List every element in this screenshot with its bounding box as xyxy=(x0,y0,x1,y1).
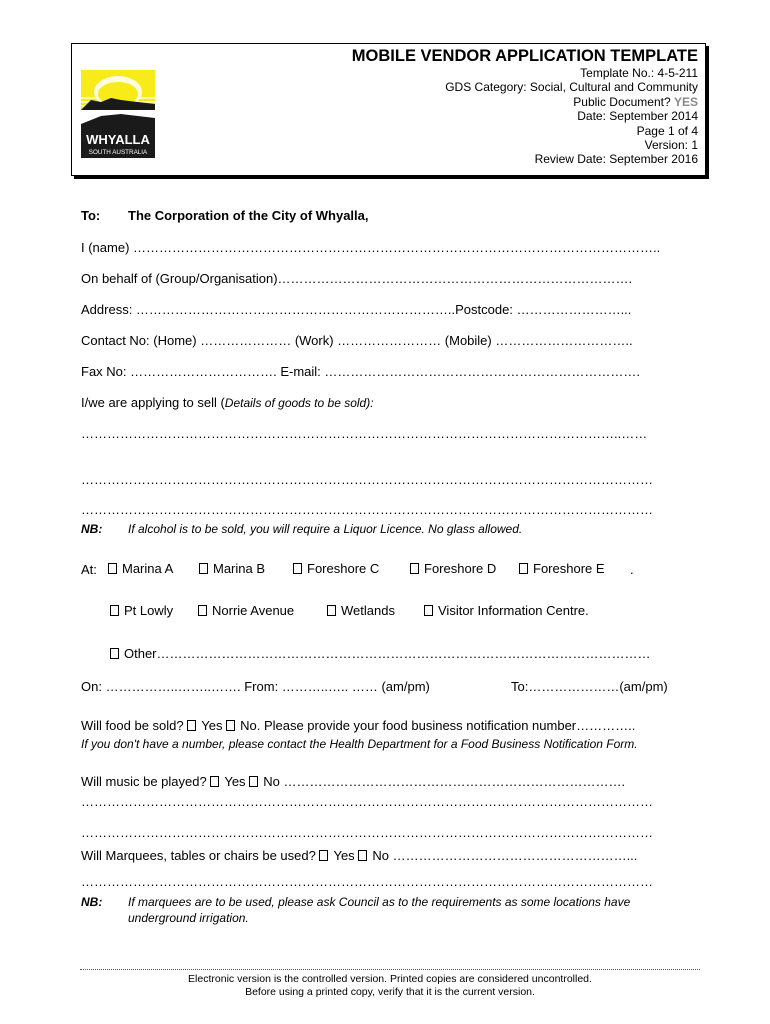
document-meta xyxy=(445,66,698,167)
applying-label xyxy=(81,395,374,410)
checkbox[interactable] xyxy=(108,563,117,574)
food-note: If you don't have a number, please contact the Health Department for a Food Business Notification Form. xyxy=(81,737,638,751)
gds-category: GDS Category: Social, Cultural and Community xyxy=(445,80,698,95)
marquee-no-checkbox[interactable] xyxy=(358,850,367,861)
address-field[interactable]: Address: ………………………………………………………………..Postcode: ……………………... xyxy=(81,302,632,317)
at-label: At: xyxy=(81,562,97,577)
to-label: To: xyxy=(81,208,101,223)
nb-label: NB: xyxy=(81,522,103,536)
name-field[interactable]: I (name) ………………………………………………………………………………………………………….. xyxy=(81,240,661,255)
checkbox[interactable] xyxy=(519,563,528,574)
music-yes-label: Yes xyxy=(224,774,246,789)
location-marina-b[interactable] xyxy=(199,561,265,576)
other-field[interactable]: Other…………………………………………………………………………………………………… xyxy=(124,646,651,661)
review-date: Review Date: September 2016 xyxy=(534,152,698,167)
public-document xyxy=(445,95,698,109)
page-number: Page 1 of 4 xyxy=(636,123,698,138)
location-visitor-centre[interactable] xyxy=(424,603,589,618)
document-title: MOBILE VENDOR APPLICATION TEMPLATE xyxy=(351,47,698,65)
food-yes-checkbox[interactable] xyxy=(187,720,196,731)
location-foreshore-e[interactable] xyxy=(519,561,605,576)
location-label: Norrie Avenue xyxy=(212,603,295,618)
marquee-yes-label: Yes xyxy=(333,848,355,863)
location-foreshore-c[interactable] xyxy=(293,561,379,576)
checkbox[interactable] xyxy=(327,605,336,616)
food-yes-label: Yes xyxy=(201,718,223,733)
music-question xyxy=(81,774,625,789)
footer-divider xyxy=(80,969,700,970)
to-time-field[interactable]: To:…………………(am/pm) xyxy=(511,679,668,694)
to-recipient: The Corporation of the City of Whyalla, xyxy=(128,208,369,223)
location-wetlands[interactable] xyxy=(327,603,395,618)
whyalla-logo xyxy=(81,70,155,158)
checkbox[interactable] xyxy=(410,563,419,574)
marquee-no-label: No xyxy=(372,848,389,863)
public-doc-label: Public Document? xyxy=(573,94,674,109)
nb-alcohol-note: If alcohol is to be sold, you will require a Liquor Licence. No glass allowed. xyxy=(128,522,523,536)
food-no-checkbox[interactable] xyxy=(226,720,235,731)
food-no-label: No xyxy=(240,718,257,733)
food-question-text: Will food be sold? xyxy=(81,718,184,733)
location-label: Marina A xyxy=(122,561,174,576)
location-label: Marina B xyxy=(213,561,266,576)
marquee-line-2[interactable]: …………………………………………………………………………………………………………………… xyxy=(81,874,653,889)
marquee-yes-checkbox[interactable] xyxy=(319,850,328,861)
footer-line-2: Before using a printed copy, verify that it is the current version. xyxy=(245,986,535,998)
goods-line-1[interactable]: ……………………………………………………………………………………………………………..…… xyxy=(81,426,648,441)
music-line-3[interactable]: …………………………………………………………………………………………………………………… xyxy=(81,825,653,840)
location-norrie-avenue[interactable] xyxy=(198,603,294,618)
organisation-field[interactable]: On behalf of (Group/Organisation)………………………………………………………………………. xyxy=(81,271,633,286)
nb2-line-1: If marquees are to be used, please ask Council as to the requirements as some locations have xyxy=(128,895,631,909)
public-doc-value: YES xyxy=(673,94,698,109)
music-line-2[interactable]: …………………………………………………………………………………………………………………… xyxy=(81,794,653,809)
nb2-line-2: underground irrigation. xyxy=(128,911,249,925)
location-marina-a[interactable] xyxy=(108,561,173,576)
location-label: Foreshore D xyxy=(424,561,497,576)
music-no-label: No xyxy=(263,774,280,789)
date-time-field[interactable]: On: ……………..……..……. From: ………..….. …… (am/pm) xyxy=(81,679,430,694)
location-label: Visitor Information Centre. xyxy=(438,603,589,618)
location-pt-lowly[interactable] xyxy=(110,603,173,618)
marquee-detail-field[interactable]: ………………………………………………... xyxy=(392,848,638,863)
applying-italic: Details of goods to be sold): xyxy=(224,396,374,410)
marquee-question-text: Will Marquees, tables or chairs be used? xyxy=(81,848,316,863)
footer-line-1: Electronic version is the controlled version. Printed copies are considered uncontrolled. xyxy=(188,973,592,985)
food-notification-field[interactable]: . Please provide your food business notification number………….. xyxy=(256,718,636,733)
goods-line-3[interactable]: …………………………………………………………………………………………………………………… xyxy=(81,502,653,517)
location-label: Foreshore E xyxy=(533,561,605,576)
music-yes-checkbox[interactable] xyxy=(210,776,219,787)
checkbox[interactable] xyxy=(293,563,302,574)
goods-line-2[interactable]: …………………………………………………………………………………………………………………… xyxy=(81,472,653,487)
location-other[interactable] xyxy=(110,646,651,661)
version: Version: 1 xyxy=(644,138,698,153)
location-foreshore-d[interactable] xyxy=(410,561,496,576)
row1-end: . xyxy=(630,562,634,577)
marquee-question xyxy=(81,848,637,863)
nb2-label: NB: xyxy=(81,895,103,909)
logo-sub: SOUTH AUSTRALIA xyxy=(88,149,148,156)
logo-name: WHYALLA xyxy=(86,132,150,147)
doc-date: Date: September 2014 xyxy=(577,109,698,124)
fax-email-field[interactable]: Fax No: ……………………………. E-mail: ………………………………………………………………. xyxy=(81,364,641,379)
checkbox[interactable] xyxy=(110,605,119,616)
checkbox[interactable] xyxy=(424,605,433,616)
music-no-checkbox[interactable] xyxy=(249,776,258,787)
music-detail-field[interactable]: ……………………………………………………………………. xyxy=(283,774,626,789)
applying-text: I/we are applying to sell ( xyxy=(81,395,225,410)
location-label: Pt Lowly xyxy=(124,603,174,618)
location-label: Wetlands xyxy=(341,603,395,618)
music-question-text: Will music be played? xyxy=(81,774,207,789)
food-question xyxy=(81,718,635,733)
location-label: Foreshore C xyxy=(307,561,380,576)
contact-field[interactable]: Contact No: (Home) ………………… (Work) …………………… (Mobile) ………………………….. xyxy=(81,333,633,348)
template-no: Template No.: 4-5-211 xyxy=(580,66,698,80)
checkbox[interactable] xyxy=(199,563,208,574)
checkbox[interactable] xyxy=(198,605,207,616)
checkbox[interactable] xyxy=(110,648,119,659)
